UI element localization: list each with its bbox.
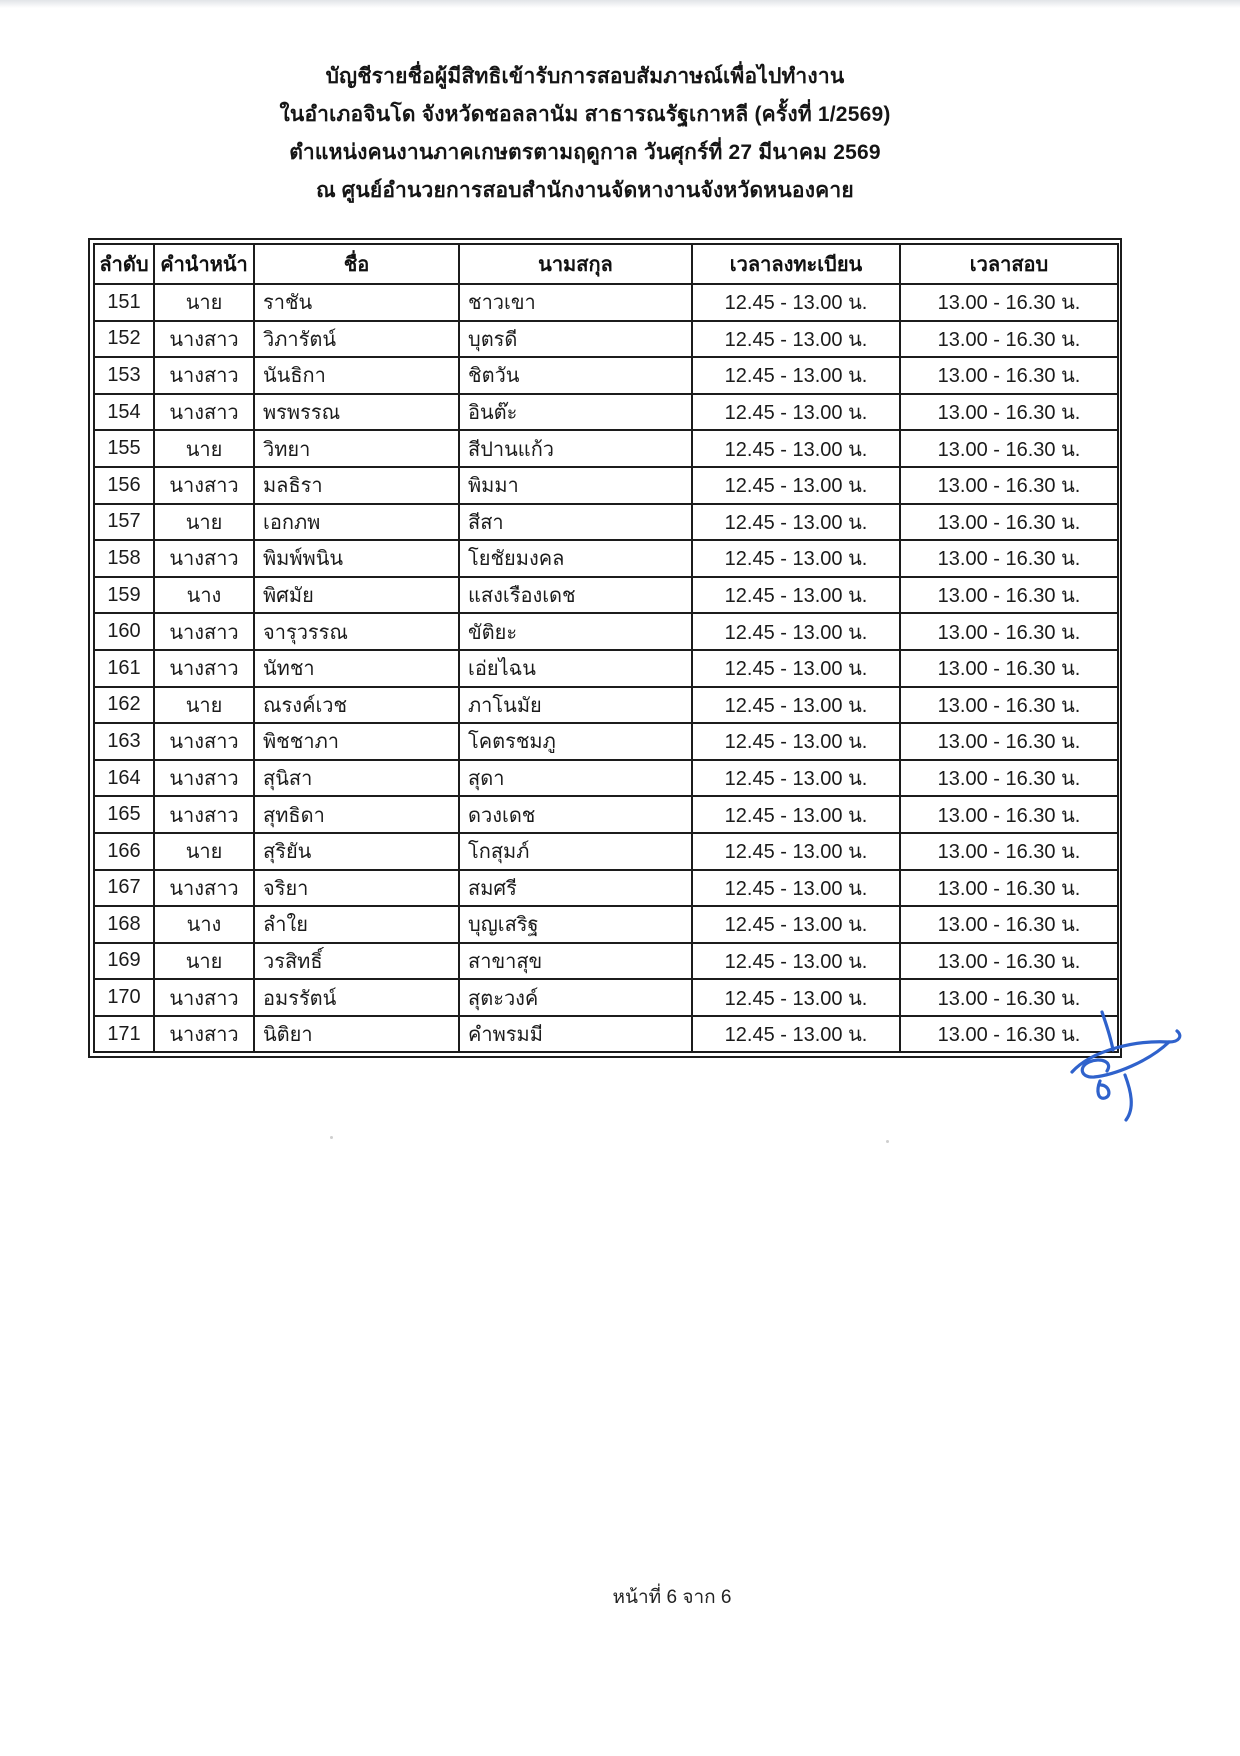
- page-footer: หน้าที่ 6 จาก 6: [612, 1587, 732, 1608]
- cell-firstname: พรพรรณ: [254, 394, 459, 431]
- cell-exam-time: 13.00 - 16.30 น.: [900, 687, 1118, 724]
- cell-number: 164: [94, 760, 154, 797]
- title-line-2: ในอำเภอจินโด จังหวัดชอลลานัม สาธารณรัฐเกาหลี (ครั้งที่ 1/2569): [279, 103, 891, 126]
- cell-firstname: นิติยา: [254, 1016, 459, 1053]
- cell-exam-time: 13.00 - 16.30 น.: [900, 796, 1118, 833]
- cell-prefix: นางสาว: [154, 796, 254, 833]
- table-row: [94, 906, 1118, 943]
- table-row: [94, 723, 1118, 760]
- document-title-block: [0, 58, 1170, 210]
- cell-registration-time: 12.45 - 13.00 น.: [692, 321, 900, 358]
- cell-exam-time: 13.00 - 16.30 น.: [900, 357, 1118, 394]
- table-row: [94, 504, 1118, 541]
- table-row: [94, 687, 1118, 724]
- cell-firstname: ลำใย: [254, 906, 459, 943]
- table-row: [94, 979, 1118, 1016]
- cell-number: 159: [94, 577, 154, 614]
- scan-speck: [886, 1140, 889, 1143]
- header-cell-number: ลำดับ: [94, 244, 154, 284]
- cell-surname: สีสา: [459, 504, 692, 541]
- header-cell-firstname: ชื่อ: [254, 244, 459, 284]
- cell-exam-time: 13.00 - 16.30 น.: [900, 650, 1118, 687]
- cell-registration-time: 12.45 - 13.00 น.: [692, 1016, 900, 1053]
- cell-surname: โกสุมภ์: [459, 833, 692, 870]
- cell-exam-time: 13.00 - 16.30 น.: [900, 870, 1118, 907]
- cell-exam-time: 13.00 - 16.30 น.: [900, 577, 1118, 614]
- table-row: [94, 1016, 1118, 1053]
- cell-prefix: นาง: [154, 906, 254, 943]
- cell-exam-time: 13.00 - 16.30 น.: [900, 540, 1118, 577]
- cell-registration-time: 12.45 - 13.00 น.: [692, 613, 900, 650]
- table-row: [94, 430, 1118, 467]
- cell-number: 155: [94, 430, 154, 467]
- cell-firstname: นัทชา: [254, 650, 459, 687]
- cell-prefix: นาย: [154, 504, 254, 541]
- cell-number: 169: [94, 943, 154, 980]
- cell-surname: อินต๊ะ: [459, 394, 692, 431]
- table-body: [94, 284, 1118, 1052]
- cell-surname: เอ่ยไฉน: [459, 650, 692, 687]
- cell-prefix: นางสาว: [154, 760, 254, 797]
- cell-registration-time: 12.45 - 13.00 น.: [692, 833, 900, 870]
- cell-prefix: นางสาว: [154, 321, 254, 358]
- cell-registration-time: 12.45 - 13.00 น.: [692, 796, 900, 833]
- cell-prefix: นางสาว: [154, 540, 254, 577]
- cell-firstname: วิทยา: [254, 430, 459, 467]
- cell-registration-time: 12.45 - 13.00 น.: [692, 870, 900, 907]
- cell-exam-time: 13.00 - 16.30 น.: [900, 723, 1118, 760]
- table-row: [94, 357, 1118, 394]
- cell-surname: ดวงเดช: [459, 796, 692, 833]
- cell-number: 165: [94, 796, 154, 833]
- cell-exam-time: 13.00 - 16.30 น.: [900, 321, 1118, 358]
- applicants-table: [93, 243, 1119, 1053]
- table-row: [94, 284, 1118, 321]
- table-row: [94, 650, 1118, 687]
- cell-exam-time: 13.00 - 16.30 น.: [900, 613, 1118, 650]
- cell-surname: สมศรี: [459, 870, 692, 907]
- cell-prefix: นาย: [154, 833, 254, 870]
- cell-surname: สาขาสุข: [459, 943, 692, 980]
- cell-surname: พิมมา: [459, 467, 692, 504]
- cell-exam-time: 13.00 - 16.30 น.: [900, 467, 1118, 504]
- cell-number: 166: [94, 833, 154, 870]
- cell-firstname: มลธิรา: [254, 467, 459, 504]
- table-row: [94, 796, 1118, 833]
- cell-number: 154: [94, 394, 154, 431]
- cell-number: 161: [94, 650, 154, 687]
- cell-registration-time: 12.45 - 13.00 น.: [692, 943, 900, 980]
- cell-surname: ชิตวัน: [459, 357, 692, 394]
- cell-registration-time: 12.45 - 13.00 น.: [692, 357, 900, 394]
- cell-firstname: ราชัน: [254, 284, 459, 321]
- applicants-table-border: [88, 238, 1122, 1058]
- title-line-1: บัญชีรายชื่อผู้มีสิทธิเข้ารับการสอบสัมภาษณ์เพื่อไปทำงาน: [325, 65, 845, 88]
- cell-firstname: พิมพ์พนิน: [254, 540, 459, 577]
- cell-registration-time: 12.45 - 13.00 น.: [692, 284, 900, 321]
- cell-firstname: สุริยัน: [254, 833, 459, 870]
- cell-prefix: นางสาว: [154, 394, 254, 431]
- cell-surname: ภาโนมัย: [459, 687, 692, 724]
- cell-surname: คำพรมมี: [459, 1016, 692, 1053]
- cell-surname: ขัติยะ: [459, 613, 692, 650]
- cell-firstname: ณรงค์เวช: [254, 687, 459, 724]
- cell-registration-time: 12.45 - 13.00 น.: [692, 687, 900, 724]
- cell-registration-time: 12.45 - 13.00 น.: [692, 723, 900, 760]
- cell-exam-time: 13.00 - 16.30 น.: [900, 906, 1118, 943]
- table-row: [94, 467, 1118, 504]
- cell-firstname: จารุวรรณ: [254, 613, 459, 650]
- table-row: [94, 760, 1118, 797]
- title-line-4: ณ ศูนย์อำนวยการสอบสำนักงานจัดหางานจังหวัดหนองคาย: [316, 179, 854, 202]
- header-cell-exam-time: เวลาสอบ: [900, 244, 1118, 284]
- cell-registration-time: 12.45 - 13.00 น.: [692, 760, 900, 797]
- cell-registration-time: 12.45 - 13.00 น.: [692, 906, 900, 943]
- cell-registration-time: 12.45 - 13.00 น.: [692, 467, 900, 504]
- cell-prefix: นาย: [154, 687, 254, 724]
- cell-firstname: สุนิสา: [254, 760, 459, 797]
- scan-speck: [330, 1136, 333, 1139]
- cell-registration-time: 12.45 - 13.00 น.: [692, 430, 900, 467]
- cell-exam-time: 13.00 - 16.30 น.: [900, 760, 1118, 797]
- cell-number: 152: [94, 321, 154, 358]
- cell-surname: บุตรดี: [459, 321, 692, 358]
- cell-exam-time: 13.00 - 16.30 น.: [900, 1016, 1118, 1053]
- cell-prefix: นางสาว: [154, 1016, 254, 1053]
- table-row: [94, 613, 1118, 650]
- cell-prefix: นาย: [154, 430, 254, 467]
- table-row: [94, 833, 1118, 870]
- cell-exam-time: 13.00 - 16.30 น.: [900, 943, 1118, 980]
- cell-prefix: นางสาว: [154, 870, 254, 907]
- header-cell-registration-time: เวลาลงทะเบียน: [692, 244, 900, 284]
- cell-surname: สุดา: [459, 760, 692, 797]
- cell-number: 171: [94, 1016, 154, 1053]
- table-row: [94, 321, 1118, 358]
- title-line-3: ตำแหน่งคนงานภาคเกษตรตามฤดูกาล วันศุกร์ที่ 27 มีนาคม 2569: [289, 141, 881, 164]
- cell-firstname: วิภารัตน์: [254, 321, 459, 358]
- cell-surname: โยชัยมงคล: [459, 540, 692, 577]
- header-cell-prefix: คำนำหน้า: [154, 244, 254, 284]
- header-cell-surname: นามสกุล: [459, 244, 692, 284]
- table-row: [94, 577, 1118, 614]
- cell-registration-time: 12.45 - 13.00 น.: [692, 394, 900, 431]
- cell-firstname: สุทธิดา: [254, 796, 459, 833]
- table-row: [94, 394, 1118, 431]
- cell-number: 156: [94, 467, 154, 504]
- cell-number: 157: [94, 504, 154, 541]
- cell-prefix: นางสาว: [154, 613, 254, 650]
- cell-firstname: อมรรัตน์: [254, 979, 459, 1016]
- cell-number: 153: [94, 357, 154, 394]
- cell-number: 167: [94, 870, 154, 907]
- table-header-row: [94, 244, 1118, 284]
- cell-registration-time: 12.45 - 13.00 น.: [692, 979, 900, 1016]
- cell-prefix: นาย: [154, 943, 254, 980]
- cell-firstname: เอกภพ: [254, 504, 459, 541]
- cell-exam-time: 13.00 - 16.30 น.: [900, 504, 1118, 541]
- cell-number: 151: [94, 284, 154, 321]
- cell-prefix: นางสาว: [154, 357, 254, 394]
- cell-firstname: พิชชาภา: [254, 723, 459, 760]
- cell-registration-time: 12.45 - 13.00 น.: [692, 540, 900, 577]
- cell-firstname: จริยา: [254, 870, 459, 907]
- cell-exam-time: 13.00 - 16.30 น.: [900, 430, 1118, 467]
- cell-number: 170: [94, 979, 154, 1016]
- cell-surname: แสงเรืองเดช: [459, 577, 692, 614]
- cell-exam-time: 13.00 - 16.30 น.: [900, 979, 1118, 1016]
- cell-firstname: นันธิกา: [254, 357, 459, 394]
- cell-number: 160: [94, 613, 154, 650]
- cell-number: 168: [94, 906, 154, 943]
- cell-prefix: นางสาว: [154, 467, 254, 504]
- cell-exam-time: 13.00 - 16.30 น.: [900, 394, 1118, 431]
- cell-exam-time: 13.00 - 16.30 น.: [900, 833, 1118, 870]
- cell-surname: บุญเสริฐ: [459, 906, 692, 943]
- cell-firstname: วรสิทธิ์: [254, 943, 459, 980]
- cell-prefix: นาย: [154, 284, 254, 321]
- table-row: [94, 943, 1118, 980]
- cell-registration-time: 12.45 - 13.00 น.: [692, 577, 900, 614]
- cell-number: 162: [94, 687, 154, 724]
- cell-surname: สุตะวงค์: [459, 979, 692, 1016]
- blue-ink-signature: [1056, 996, 1196, 1136]
- cell-registration-time: 12.45 - 13.00 น.: [692, 650, 900, 687]
- table-row: [94, 870, 1118, 907]
- cell-registration-time: 12.45 - 13.00 น.: [692, 504, 900, 541]
- cell-number: 158: [94, 540, 154, 577]
- cell-exam-time: 13.00 - 16.30 น.: [900, 284, 1118, 321]
- cell-prefix: นางสาว: [154, 723, 254, 760]
- table-row: [94, 540, 1118, 577]
- cell-number: 163: [94, 723, 154, 760]
- cell-surname: สีปานแก้ว: [459, 430, 692, 467]
- cell-surname: โคตรชมภู: [459, 723, 692, 760]
- scan-edge-shadow: [0, 0, 1240, 8]
- cell-surname: ชาวเขา: [459, 284, 692, 321]
- cell-firstname: พิศมัย: [254, 577, 459, 614]
- cell-prefix: นางสาว: [154, 650, 254, 687]
- cell-prefix: นาง: [154, 577, 254, 614]
- cell-prefix: นางสาว: [154, 979, 254, 1016]
